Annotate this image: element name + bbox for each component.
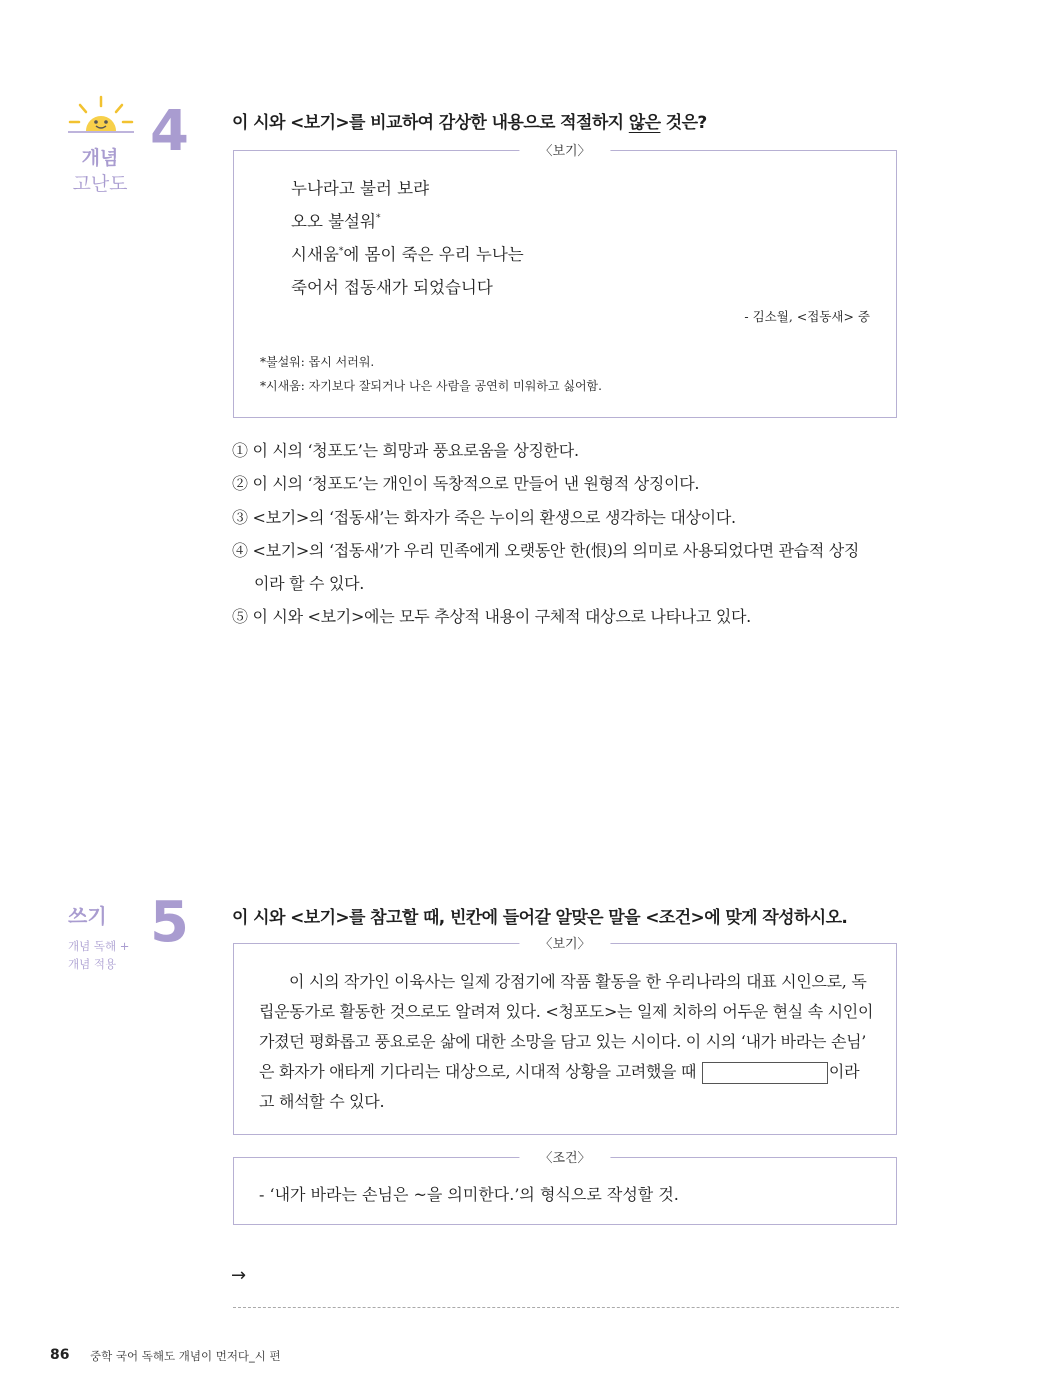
question-text: 이 시와 <보기>를 참고할 때, 빈칸에 들어갈 알맞은 말을 <조건>에 맞게 작성하시오. xyxy=(232,908,848,928)
choice-4-continued[interactable]: 이라 할 수 있다. xyxy=(254,574,365,593)
sun-icon xyxy=(66,95,136,145)
paragraph-line: 이 시의 작가인 이육사는 일제 강점기에 작품 활동을 한 우리나라의 대표 시인으로, 독 xyxy=(289,972,867,991)
poem-line: 누나라고 불러 보랴 xyxy=(291,179,430,198)
box-tag: 〈보기〉 xyxy=(519,933,610,952)
question-number: 5 xyxy=(150,890,189,955)
section-subtitle: 개념 독해 + xyxy=(68,939,130,953)
example-box xyxy=(233,937,897,1135)
badge-level-label: 개념 xyxy=(81,147,119,169)
condition-text: - ‘내가 바라는 손님은 ~을 의미한다.’의 형식으로 작성할 것. xyxy=(259,1185,679,1204)
question-text: 이 시와 <보기>를 비교하여 감상한 내용으로 적절하지 않은 것은? xyxy=(232,113,707,133)
emphasis-underline: 않은 xyxy=(628,113,661,133)
box-tag: 〈조건〉 xyxy=(519,1147,610,1166)
example-box xyxy=(233,144,897,418)
paragraph-line: 립운동가로 활동한 것으로도 알려져 있다. <청포도>는 일제 치하의 어두운 현실 속 시인이 xyxy=(259,1002,874,1021)
poem-line: 시새움*에 몸이 죽은 우리 누나는 xyxy=(291,245,524,264)
question-number: 4 xyxy=(150,99,189,164)
choice-5[interactable]: ⑤ 이 시와 <보기>에는 모두 추상적 내용이 구체적 대상으로 나타나고 있다. xyxy=(232,607,751,626)
answer-line[interactable] xyxy=(233,1307,899,1308)
badge-difficulty-label: 고난도 xyxy=(72,173,128,195)
condition-box xyxy=(233,1151,897,1225)
box-tag: 〈보기〉 xyxy=(519,140,610,159)
choice-4[interactable]: ④ <보기>의 ‘접동새’가 우리 민족에게 오랫동안 한(恨)의 의미로 사용되었다면 관습적 상징 xyxy=(232,541,860,560)
book-title: 중학 국어 독해도 개념이 먼저다_시 편 xyxy=(90,1349,281,1363)
page-number: 86 xyxy=(50,1347,70,1363)
choice-1[interactable]: ① 이 시의 ‘청포도’는 희망과 풍요로움을 상징한다. xyxy=(232,441,579,460)
answer-arrow: → xyxy=(231,1265,247,1286)
poem-line: 오오 불설워* xyxy=(291,212,381,231)
choice-2[interactable]: ② 이 시의 ‘청포도’는 개인이 독창적으로 만들어 낸 원형적 상징이다. xyxy=(232,474,700,493)
paragraph-line: 고 해석할 수 있다. xyxy=(259,1092,385,1111)
section-title: 쓰기 xyxy=(68,904,107,928)
poem-source: - 김소월, <접동새> 중 xyxy=(744,309,870,324)
paragraph-line: 은 화자가 애타게 기다리는 대상으로, 시대적 상황을 고려했을 때 이라 xyxy=(259,1059,859,1084)
choice-3[interactable]: ③ <보기>의 ‘접동새’는 화자가 죽은 누이의 환생으로 생각하는 대상이다. xyxy=(232,508,736,527)
answer-blank[interactable] xyxy=(702,1062,828,1084)
section-subtitle: 개념 적용 xyxy=(68,957,117,971)
footnote: *시새움: 자기보다 잘되거나 나은 사람을 공연히 미워하고 싫어함. xyxy=(260,379,602,393)
footnote: *불설워: 몹시 서러워. xyxy=(260,355,375,369)
poem-line: 죽어서 접동새가 되었습니다 xyxy=(291,278,493,297)
paragraph-line: 가졌던 평화롭고 풍요로운 삶에 대한 소망을 담고 있는 시이다. 이 시의 ‘내가 바라는 손님’ xyxy=(259,1032,867,1051)
